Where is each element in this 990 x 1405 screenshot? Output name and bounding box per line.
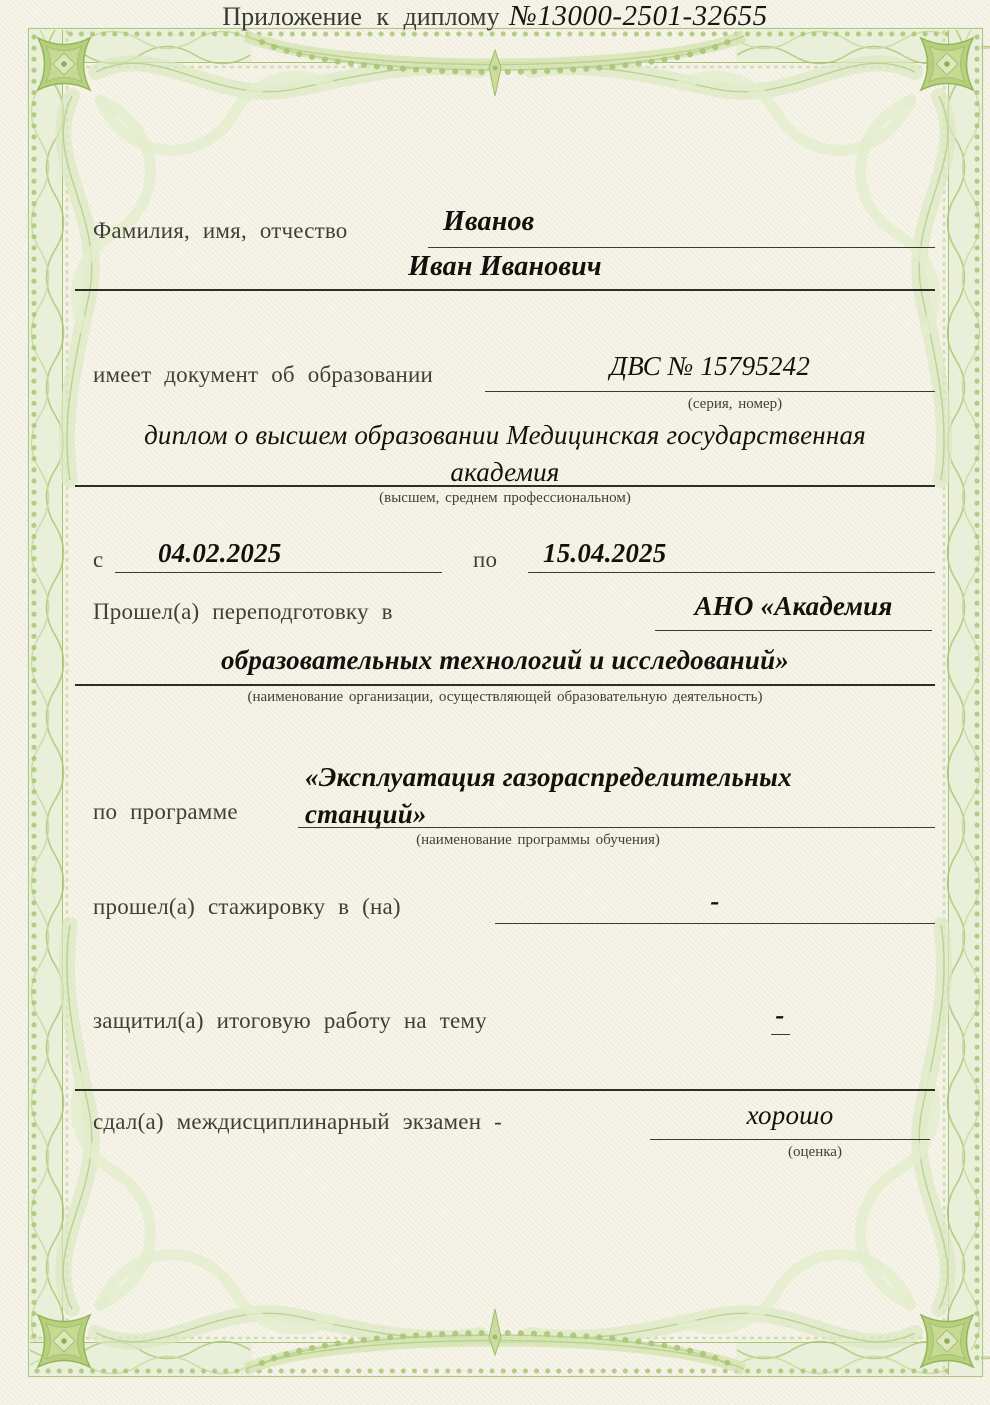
internship-value: - bbox=[710, 886, 720, 916]
diploma-description-line1: диплом о высшем образовании Медицинская государственная bbox=[144, 420, 866, 450]
field-line bbox=[655, 630, 932, 631]
program-label: по программе bbox=[93, 799, 238, 824]
certificate-title bbox=[0, 0, 990, 33]
period-from-label: с bbox=[93, 547, 104, 572]
organization-value-line2: образовательных технологий и исследований» bbox=[221, 645, 789, 675]
program-value-line1: «Эксплуатация газораспределительных bbox=[305, 762, 792, 792]
retraining-label: Прошел(а) переподготовку в bbox=[93, 599, 393, 624]
thesis-label: защитил(а) итоговую работу на тему bbox=[93, 1008, 487, 1033]
thesis-value: - bbox=[775, 1000, 785, 1030]
field-line bbox=[485, 391, 935, 392]
field-line bbox=[771, 1034, 790, 1035]
field-line bbox=[528, 572, 935, 573]
field-line bbox=[75, 485, 935, 487]
program-value bbox=[305, 761, 945, 835]
program-value-line2: станций» bbox=[305, 799, 427, 829]
border-band-vertical bbox=[30, 30, 67, 1375]
education-document-value: ДВС № 15795242 bbox=[609, 351, 811, 381]
field-line bbox=[75, 1089, 935, 1091]
diploma-number: №13000-2501-32655 bbox=[509, 0, 768, 32]
education-document-label: имеет документ об образовании bbox=[93, 362, 434, 387]
exam-label: сдал(а) междисциплинарный экзамен - bbox=[93, 1109, 503, 1134]
field-line bbox=[298, 827, 935, 828]
organization-value-line1: АНО «Академия bbox=[694, 591, 893, 621]
organization-caption: (наименование организации, осуществляющей образовательную деятельность) bbox=[247, 689, 763, 705]
period-to-label: по bbox=[473, 547, 498, 572]
last-name-value: Иванов bbox=[443, 206, 535, 237]
field-line bbox=[428, 247, 935, 248]
title-label: Приложение к диплому bbox=[222, 2, 500, 31]
field-line bbox=[115, 572, 442, 573]
education-level-caption: (высшем, среднем профессиональном) bbox=[379, 490, 631, 506]
grade-caption: (оценка) bbox=[788, 1144, 842, 1160]
field-line bbox=[75, 289, 935, 291]
field-line bbox=[650, 1139, 930, 1140]
exam-grade-value: хорошо bbox=[746, 1100, 834, 1130]
period-from-value: 04.02.2025 bbox=[158, 538, 282, 568]
period-to-value: 15.04.2025 bbox=[543, 538, 667, 568]
first-patronymic-value: Иван Иванович bbox=[408, 251, 602, 282]
field-line bbox=[495, 923, 935, 924]
internship-label: прошел(а) стажировку в (на) bbox=[93, 894, 401, 919]
field-line bbox=[75, 684, 935, 686]
diploma-description-value bbox=[75, 419, 935, 493]
program-caption: (наименование программы обучения) bbox=[416, 832, 660, 848]
full-name-label: Фамилия, имя, отчество bbox=[93, 218, 348, 243]
series-number-caption: (серия, номер) bbox=[687, 396, 783, 412]
diploma-description-line2: академия bbox=[450, 457, 560, 487]
